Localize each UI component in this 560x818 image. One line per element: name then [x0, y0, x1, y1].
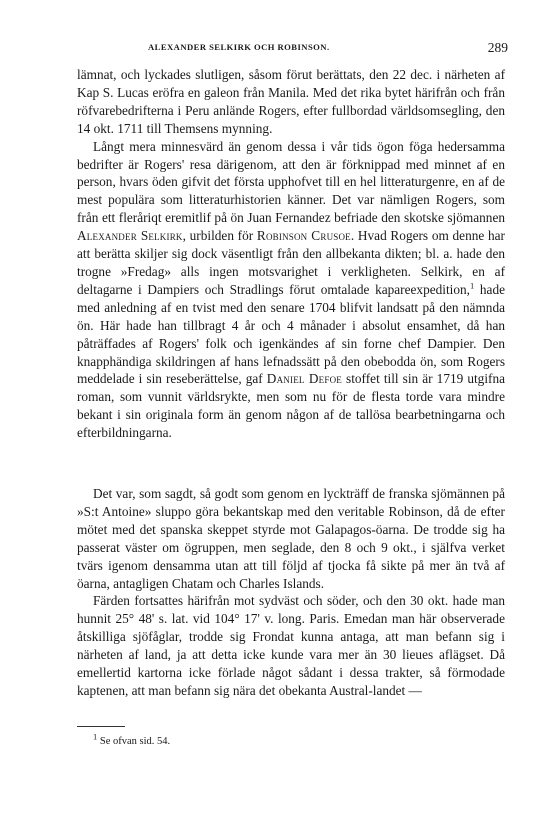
text-run: . Hvad Rogers om denne har att berätta skiljer sig dock väsentligt från den allbekanta dikten; bl. a. hade den trogne »Fredag» alls ingen motsvarighet i verkligheten. Selkirk, en af deltagarne i Dampiers och Stradlings förut omtalade kapareexpedition,	[77, 228, 505, 297]
footnote-text: Se ofvan sid. 54.	[99, 736, 171, 747]
small-caps-name: Robinson Crusoe	[256, 228, 351, 244]
paragraph	[77, 66, 505, 138]
paragraph	[77, 138, 505, 442]
small-caps-name: Alexander Selkirk	[77, 228, 183, 244]
running-head	[74, 42, 508, 58]
page-number: 289	[487, 40, 508, 55]
text-run: Färden fortsattes härifrån mot sydväst och söder, och den 30 okt. hade man hunnit 25° 48' s. lat. vid 104° 17' v. long. Paris. Emedan man här observerade åtskilliga sjöfåglar, trodde sig Frondat kunna antaga, att man befann sig i närheten af land, ja att detta icke kunde vara mer än 30 lieues aflägset. Då emellertid kartorna icke förlade något sådant i dessa trakter, så förmodade kaptenen, att man befann sig nära det obekanta Austral-landet —	[77, 593, 505, 698]
body-text-upper	[77, 66, 505, 442]
text-run: , urbilden för	[182, 228, 257, 244]
footnote-rule	[77, 726, 125, 727]
text-run: hade med anledning af en tvist med den senare 1704 blifvit landsatt på den nämnda ön. Här hade han tillbragt 4 år och 4 månader i absolut ensamhet, då han påträffades af Rogers' folk och igenkändes af sin forne chef Dampier. Den knapphändiga skildringen af hans lefnadssätt på den obebodda ön, som Rogers meddelade i sin reseberättelse, gaf	[77, 281, 505, 387]
text-run: Långt mera minnesvärd än genom dessa i vår tids ögon föga hedersamma bedrifter är Rogers' resa därigenom, att den är förknippad med minnet af en person, hvars öden gifvit det första upphofvet till en hel litteraturgenre, en af de mest populära som litteraturhistorien känner. Det var nämligen Rogers, som från ett fleråriqt eremitlif på ön Juan Fernandez befriade den skotske sjömannen	[77, 138, 505, 226]
body-text-lower	[77, 485, 505, 700]
text-run: Det var, som sagdt, så godt som genom en lyckträff de franska sjömännen på »S:t Antoine» sluppo göra bekantskap med den veritable Robinson, då de efter mötet med det spanska skeppet styrde mot Galapagos-öarna. De trodde sig ha passerat väster om ögruppen, men seglade, den 8 och 9 okt., i själfva verket tvärs igenom densamma utan att till följd af tjocka få sikte på mer än två af öarna, antagligen Chatam och Charles Islands.	[77, 486, 505, 591]
paragraph	[77, 592, 505, 699]
footnote-reference: 1	[469, 280, 475, 291]
footnote-marker: 1	[93, 731, 98, 742]
small-caps-name: Daniel Defoe	[266, 371, 342, 387]
text-run: stoffet till sin är 1719 utgifna roman, som vunnit världsrykte, men som nu för de flesta torde vara mindre bekant i sin originala form än genom någon af de tallösa bearbetningarna och efterbildningarna.	[77, 371, 505, 441]
paragraph	[77, 485, 505, 592]
running-title: ALEXANDER SELKIRK OCH ROBINSON.	[148, 42, 330, 52]
text-run: lämnat, och lyckades slutligen, såsom förut berättats, den 22 dec. i närheten af Kap S. Lucas eröfra en galeon från Manila. Med det rika bytet härifrån och från röfvarebedrifterna i Peru anlände Rogers, efter fullbordad världsomsegling, den 14 okt. 1711 till Themsens mynning.	[77, 67, 505, 136]
footnote	[93, 731, 171, 747]
